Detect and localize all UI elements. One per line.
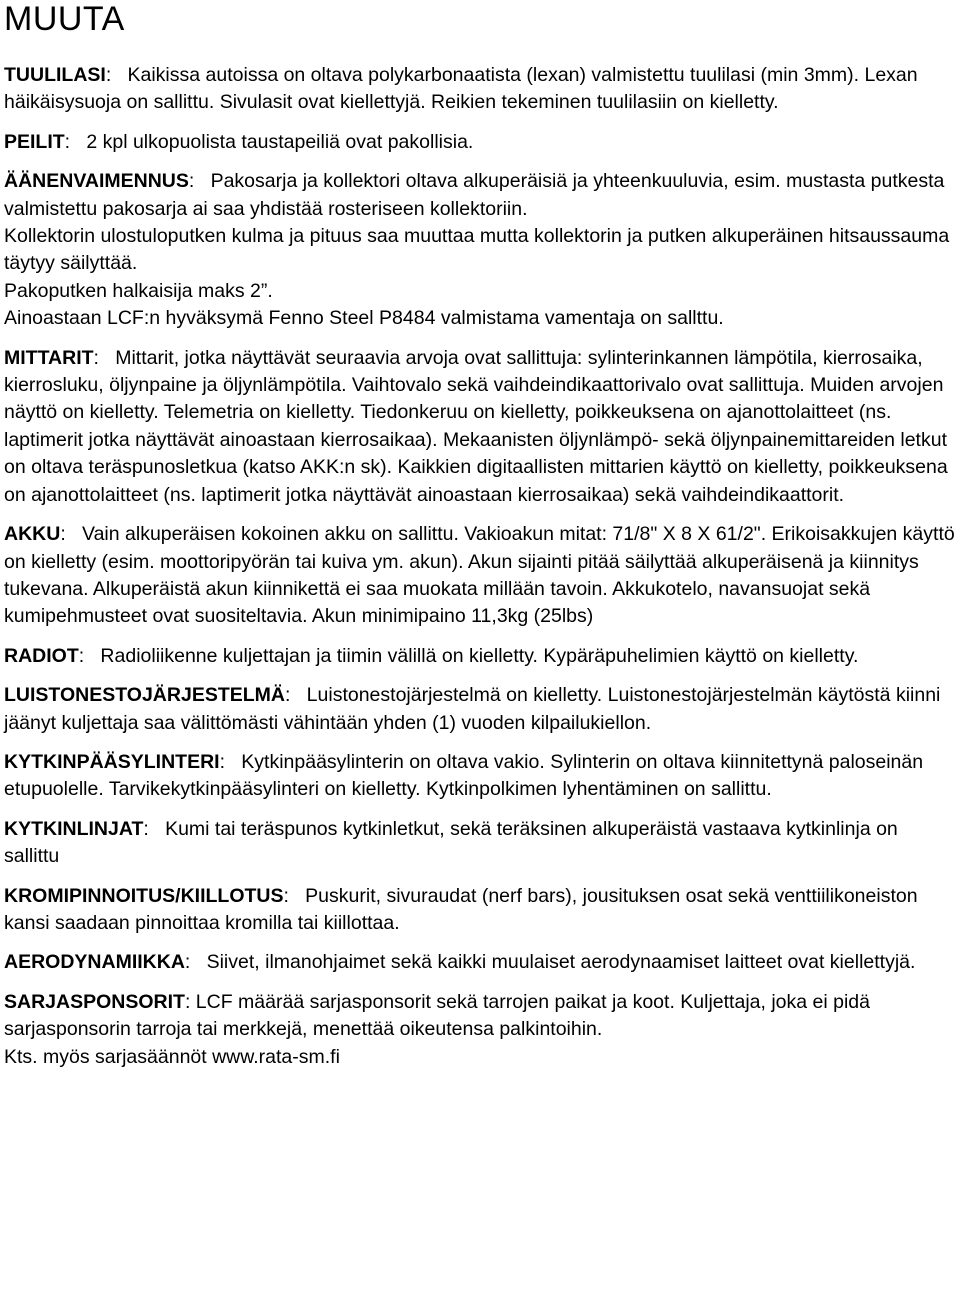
section-aanenvaimennus: ÄÄNENVAIMENNUS: Pakosarja ja kollektori oltava alkuperäisiä ja yhteenkuuluvia, esim. mustasta putkesta valmistettu pakosarja ai saa yhdistää rosteriseen kollektoriin. Kollektorin ulostuloputken kulma ja pituus saa muuttaa mutta kollektorin ja putken alkuperäinen hitsaussauma täytyy säilyttää. Pakoputken halkaisija maks 2”. Ainoastaan LCF:n hyväksymä Fenno Steel P8484 valmistama vamentaja on sallttu. bbox=[4, 168, 956, 332]
section-label: AERODYNAMIIKKA bbox=[4, 951, 185, 974]
section-sarjasponsorit: SARJASPONSORIT: LCF määrää sarjasponsorit sekä tarrojen paikat ja koot. Kuljettaja, joka ei pidä sarjasponsorin tarroja tai merkkejä, menettää oikeutensa palkintoihin. Kts. myös sarjasäännöt www.rata-sm.fi bbox=[4, 989, 956, 1071]
section-label: KYTKINPÄÄSYLINTERI bbox=[4, 750, 220, 773]
section-text: Kytkinpääsylinterin on oltava vakio. Sylinterin on oltava kiinnitettynä paloseinän etupuolelle. Tarvikekytkinpääsylinteri on kielletty. Kytkinpolkimen lyhentäminen on sallittu. bbox=[4, 750, 924, 801]
section-akku: AKKU: Vain alkuperäisen kokoinen akku on sallittu. Vakioakun mitat: 71/8" X 8 X 61/2". Erikoisakkujen käyttö on kielletty (esim. moottoripyörän tai kuiva ym. akun). Akun sijainti pitää säilyttää alkuperäisenä ja kiinnitys tukevana. Alkuperäistä akun kiinnikettä ei saa muokata millään tavoin. Akkukotelo, navansuojat sekä kumipehmusteet ovat suositeltavia. Akun minimipaino 11,3kg (25lbs) bbox=[4, 523, 955, 628]
section-label: ÄÄNENVAIMENNUS bbox=[4, 170, 189, 193]
section-text: Vain alkuperäisen kokoinen akku on sallittu. Vakioakun mitat: 71/8" X 8 X 61/2". Erikoisakkujen käyttö on kielletty (esim. moottoripyörän tai kuiva ym. akun). Akun sijainti pitää säilyttää alkuperäisenä ja kiinnitys tukevana. Alkuperäistä akun kiinnikettä ei saa muokata millään tavoin. Akkukotelo, navansuojat sekä kumipehmusteet ovat suositeltavia. Akun minimipaino 11,3kg (25lbs) bbox=[4, 523, 955, 628]
section-aerodynamiikka: AERODYNAMIIKKA: Siivet, ilmanohjaimet sekä kaikki muulaiset aerodynaamiset laitteet ovat kiellettyjä. bbox=[4, 951, 916, 974]
section-text: Kaikissa autoissa on oltava polykarbonaatista (lexan) valmistettu tuulilasi (min 3mm). Lexan häikäisysuoja on sallittu. Sivulasit ovat kiellettyjä. Reikien tekeminen tuulilasiin on kielletty. bbox=[4, 64, 918, 114]
section-text: 2 kpl ulkopuolista taustapeiliä ovat pakollisia. bbox=[86, 130, 474, 153]
section-text: Kts. myös sarjasäännöt www.rata-sm.fi bbox=[4, 1045, 340, 1068]
section-label: SARJASPONSORIT bbox=[4, 990, 185, 1013]
section-luistonestojarjestelma: LUISTONESTOJÄRJESTELMÄ: Luistonestojärjestelmä on kielletty. Luistonestojärjestelmän käytöstä kiinni jäänyt kuljettaja saa välittömästi vähintään yhden (1) vuoden kilpailukiellon. bbox=[4, 684, 941, 734]
section-kytkinpaasylinteri: KYTKINPÄÄSYLINTERI: Kytkinpääsylinterin on oltava vakio. Sylinterin on oltava kiinnitettynä paloseinän etupuolelle. Tarvikekytkinpääsylinteri on kielletty. Kytkinpolkimen lyhentäminen on sallittu. bbox=[4, 750, 924, 801]
page-title: MUUTA bbox=[4, 0, 125, 38]
section-label: PEILIT bbox=[4, 130, 65, 153]
section-kytkinlinjat: KYTKINLINJAT: Kumi tai teräspunos kytkinletkut, sekä teräksinen alkuperäistä vastaava kytkinlinja on sallittu bbox=[4, 817, 898, 868]
section-text: Mittarit, jotka näyttävät seuraavia arvoja ovat sallittuja: sylinterinkannen lämpötila, kierrosaika, kierrosluku, öljynpaine ja öljynlämpötila. Vaihtovalo sekä vaihdeindikaattorivalo ovat sallittuja. Muiden arvojen näyttö on kielletty. Telemetria on kielletty. Tiedonkeruu on kielletty, poikkeuksena on ajanottolaitteet (ns. laptimerit jotka näyttävät ainoastaan kierrosaikaa). Mekaanisten öljynlämpö- sekä öljynpainemittareiden letkut on oltava teräspunosletkua (katso AKK:n sk). Kaikkien digitaallisten mittarien käyttö on kielletty, poikkeuksena on ajanottolaitteet (ns. laptimerit jotka näyttävät ainoastaan kierrosaikaa) sekä vaihdeindikaattorit. bbox=[4, 346, 948, 506]
section-text: Pakosarja ja kollektori oltava alkuperäisiä ja yhteenkuuluvia, esim. mustasta putkesta valmistettu pakosarja ai saa yhdistää rosteriseen kollektoriin. bbox=[4, 170, 945, 220]
section-text: Kumi tai teräspunos kytkinletkut, sekä teräksinen alkuperäistä vastaava kytkinlinja on sallittu bbox=[4, 817, 898, 868]
section-radiot: RADIOT: Radioliikenne kuljettajan ja tiimin välillä on kielletty. Kypäräpuhelimien käyttö on kielletty. bbox=[4, 644, 859, 667]
section-peilit: PEILIT: 2 kpl ulkopuolista taustapeiliä ovat pakollisia. bbox=[4, 130, 474, 153]
section-tuulilasi: TUULILASI: Kaikissa autoissa on oltava polykarbonaatista (lexan) valmistettu tuulilasi (min 3mm). Lexan häikäisysuoja on sallittu. Sivulasit ovat kiellettyjä. Reikien tekeminen tuulilasiin on kielletty. bbox=[4, 64, 918, 114]
document-page bbox=[4, 0, 956, 1071]
section-kromipinnoitus: KROMIPINNOITUS/KIILLOTUS: Puskurit, sivuraudat (nerf bars), jousituksen osat sekä venttiilikoneiston kansi saadaan pinnoittaa kromilla tai kiillottaa. bbox=[4, 884, 918, 934]
section-label: MITTARIT bbox=[4, 346, 94, 369]
section-label: AKKU bbox=[4, 523, 61, 546]
section-label: LUISTONESTOJÄRJESTELMÄ bbox=[4, 684, 285, 707]
section-label: RADIOT bbox=[4, 644, 79, 667]
section-text: Ainoastaan LCF:n hyväksymä Fenno Steel P8484 valmistama vamentaja on sallttu. bbox=[4, 307, 724, 330]
section-label: TUULILASI bbox=[4, 64, 106, 86]
section-mittarit: MITTARIT: Mittarit, jotka näyttävät seuraavia arvoja ovat sallittuja: sylinterinkannen lämpötila, kierrosaika, kierrosluku, öljynpaine ja öljynlämpötila. Vaihtovalo sekä vaihdeindikaattorivalo ovat sallittuja. Muiden arvojen näyttö on kielletty. Telemetria on kielletty. Tiedonkeruu on kielletty, poikkeuksena on ajanottolaitteet (ns. laptimerit jotka näyttävät ainoastaan kierrosaikaa). Mekaanisten öljynlämpö- sekä öljynpainemittareiden letkut on oltava teräspunosletkua (katso AKK:n sk). Kaikkien digitaallisten mittarien käyttö on kielletty, poikkeuksena on ajanottolaitteet (ns. laptimerit jotka näyttävät ainoastaan kierrosaikaa) sekä vaihdeindikaattorit. bbox=[4, 346, 948, 506]
section-text: Pakoputken halkaisija maks 2”. bbox=[4, 279, 273, 302]
section-label: KYTKINLINJAT bbox=[4, 817, 144, 840]
section-text: Puskurit, sivuraudat (nerf bars), jousituksen osat sekä venttiilikoneiston kansi saadaan pinnoittaa kromilla tai kiillottaa. bbox=[4, 884, 918, 934]
section-text: LCF määrää sarjasponsorit sekä tarrojen paikat ja koot. Kuljettaja, joka ei pidä sarjasponsorin tarroja tai merkkejä, menettää oikeutensa palkintoihin. bbox=[4, 990, 870, 1041]
section-text: Kollektorin ulostuloputken kulma ja pituus saa muuttaa mutta kollektorin ja putken alkuperäinen hitsaussauma täytyy säilyttää. bbox=[4, 225, 950, 275]
section-label: KROMIPINNOITUS/KIILLOTUS bbox=[4, 884, 284, 907]
section-text: Radioliikenne kuljettajan ja tiimin välillä on kielletty. Kypäräpuhelimien käyttö on kielletty. bbox=[100, 644, 859, 667]
section-text: Siivet, ilmanohjaimet sekä kaikki muulaiset aerodynaamiset laitteet ovat kiellettyjä. bbox=[206, 951, 916, 974]
section-text: Luistonestojärjestelmä on kielletty. Luistonestojärjestelmän käytöstä kiinni jäänyt kuljettaja saa välittömästi vähintään yhden (1) vuoden kilpailukiellon. bbox=[4, 684, 941, 734]
